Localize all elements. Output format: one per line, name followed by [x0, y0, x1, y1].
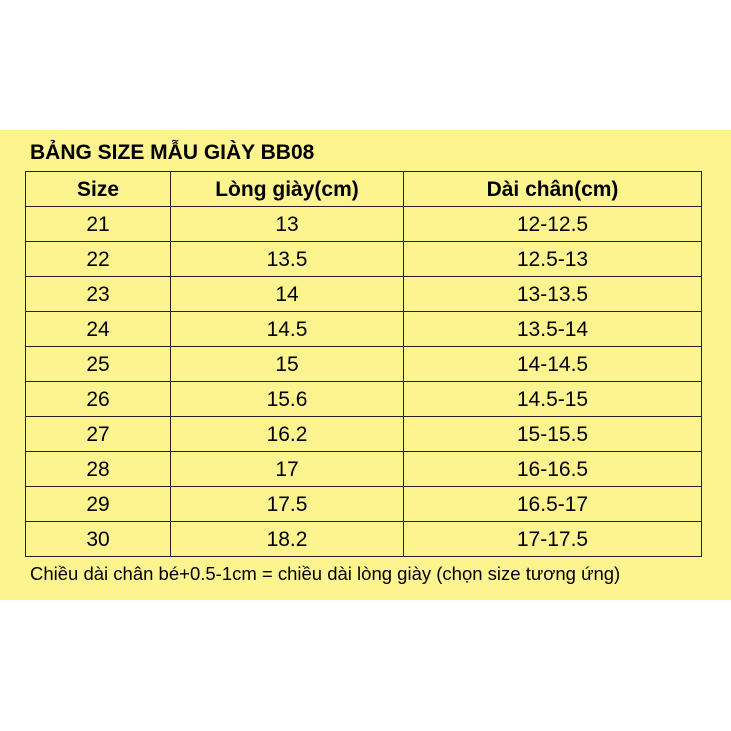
cell-size: 30 [26, 522, 171, 557]
table-row [26, 452, 702, 487]
cell-foot-length: 16.5-17 [404, 487, 702, 522]
table-row [26, 207, 702, 242]
cell-insole-length: 15.6 [171, 382, 404, 417]
size-chart-panel [0, 130, 731, 600]
table-row [26, 522, 702, 557]
table-row [26, 347, 702, 382]
table-header-row [26, 172, 702, 207]
cell-insole-length: 14 [171, 277, 404, 312]
cell-size: 23 [26, 277, 171, 312]
cell-insole-length: 15 [171, 347, 404, 382]
cell-size: 25 [26, 347, 171, 382]
table-row [26, 487, 702, 522]
cell-size: 28 [26, 452, 171, 487]
cell-size: 27 [26, 417, 171, 452]
cell-size: 26 [26, 382, 171, 417]
cell-insole-length: 13.5 [171, 242, 404, 277]
header-insole-length: Lòng giày(cm) [171, 172, 404, 207]
cell-size: 29 [26, 487, 171, 522]
size-table [25, 171, 702, 557]
cell-insole-length: 14.5 [171, 312, 404, 347]
table-row [26, 382, 702, 417]
cell-foot-length: 12-12.5 [404, 207, 702, 242]
header-size: Size [26, 172, 171, 207]
cell-insole-length: 16.2 [171, 417, 404, 452]
cell-foot-length: 13-13.5 [404, 277, 702, 312]
cell-insole-length: 17.5 [171, 487, 404, 522]
header-foot-length: Dài chân(cm) [404, 172, 702, 207]
cell-foot-length: 14.5-15 [404, 382, 702, 417]
cell-size: 24 [26, 312, 171, 347]
table-row [26, 242, 702, 277]
cell-insole-length: 13 [171, 207, 404, 242]
cell-size: 22 [26, 242, 171, 277]
chart-title: BẢNG SIZE MẪU GIÀY BB08 [30, 141, 315, 164]
cell-foot-length: 14-14.5 [404, 347, 702, 382]
table-row [26, 312, 702, 347]
cell-insole-length: 18.2 [171, 522, 404, 557]
table-row [26, 417, 702, 452]
cell-insole-length: 17 [171, 452, 404, 487]
cell-foot-length: 17-17.5 [404, 522, 702, 557]
table-row [26, 277, 702, 312]
cell-size: 21 [26, 207, 171, 242]
cell-foot-length: 15-15.5 [404, 417, 702, 452]
cell-foot-length: 12.5-13 [404, 242, 702, 277]
cell-foot-length: 13.5-14 [404, 312, 702, 347]
sizing-note: Chiều dài chân bé+0.5-1cm = chiều dài lòng giày (chọn size tương ứng) [30, 563, 621, 584]
cell-foot-length: 16-16.5 [404, 452, 702, 487]
